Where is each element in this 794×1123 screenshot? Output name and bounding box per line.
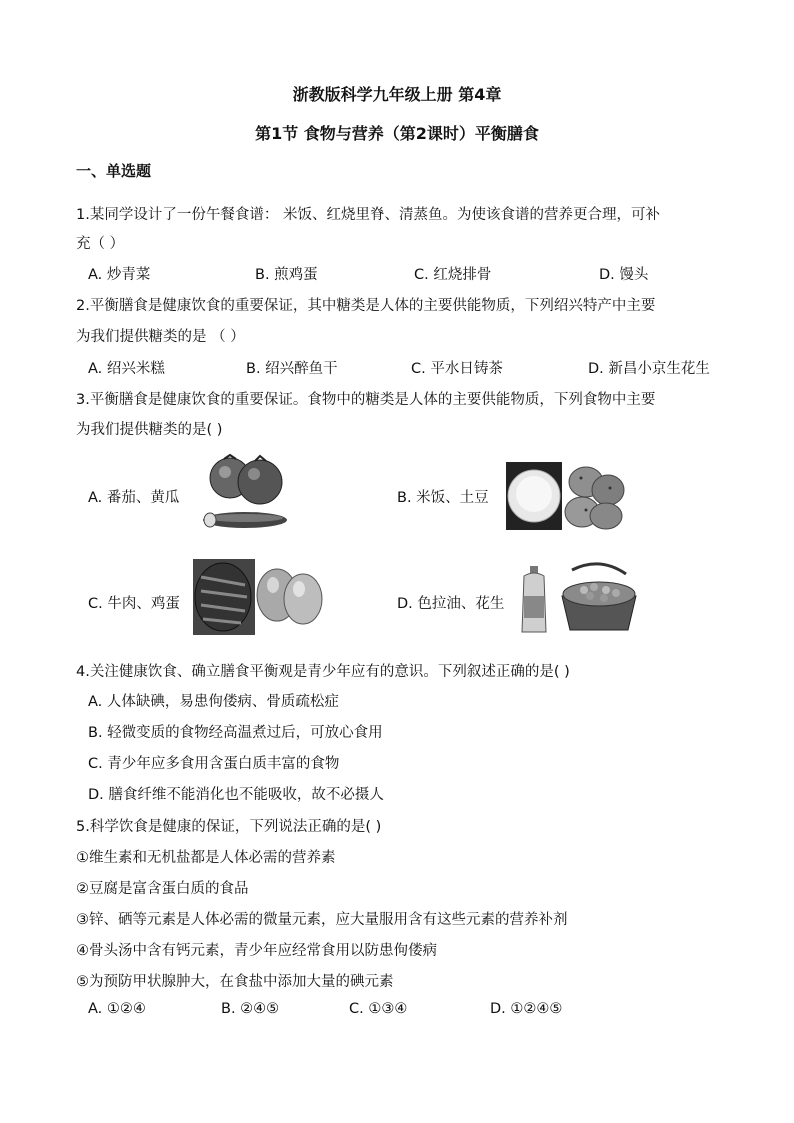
- beef-egg-image: [193, 557, 325, 637]
- q2-stem-line1: 2.平衡膳食是健康饮食的重要保证，其中糖类是人体的主要供能物质，下列绍兴特产中主要: [76, 298, 656, 314]
- q1-stem-line2: 充（ ）: [76, 236, 125, 252]
- q4-option-a: A. 人体缺碘，易患佝偻病、骨质疏松症: [88, 694, 339, 710]
- q5-statement-4: ④骨头汤中含有钙元素，青少年应经常食用以防患佝偻病: [76, 943, 437, 959]
- q5-statement-1: ①维生素和无机盐都是人体必需的营养素: [76, 850, 336, 866]
- q2-option-a: A. 绍兴米糕: [88, 361, 165, 377]
- q3-stem-line2: 为我们提供糖类的是( ): [76, 422, 223, 438]
- q1-option-b: B. 煎鸡蛋: [255, 267, 318, 283]
- q1-stem-line1: 1.某同学设计了一份午餐食谱： 米饭、红烧里脊、清蒸鱼。为使该食谱的营养更合理，可补: [76, 207, 660, 223]
- q5-option-d: D. ①②④⑤: [490, 1001, 563, 1017]
- rice-potato-image: [506, 460, 626, 532]
- q3-option-b: B. 米饭、土豆: [397, 490, 489, 506]
- q3-option-a: A. 番茄、黄瓜: [88, 490, 180, 506]
- q4-option-d: D. 膳食纤维不能消化也不能吸收，故不必摄人: [88, 787, 384, 803]
- q4-option-c: C. 青少年应多食用含蛋白质丰富的食物: [88, 756, 340, 772]
- q5-option-b: B. ②④⑤: [221, 1001, 280, 1017]
- q2-option-d: D. 新昌小京生花生: [588, 361, 710, 377]
- q5-option-a: A. ①②④: [88, 1001, 146, 1017]
- q3-option-c: C. 牛肉、鸡蛋: [88, 596, 180, 612]
- tomato-cucumber-image: [200, 452, 290, 532]
- q1-option-c: C. 红烧排骨: [414, 267, 492, 283]
- q4-stem: 4.关注健康饮食、确立膳食平衡观是青少年应有的意识。下列叙述正确的是( ): [76, 664, 570, 680]
- q5-statement-3: ③锌、硒等元素是人体必需的微量元素，应大量服用含有这些元素的营养补剂: [76, 912, 568, 928]
- q3-option-d: D. 色拉油、花生: [397, 596, 505, 612]
- document-title: 浙教版科学九年级上册 第4章: [292, 85, 502, 104]
- q5-statement-2: ②豆腐是富含蛋白质的食品: [76, 881, 249, 897]
- section-heading: 一、单选题: [76, 162, 152, 180]
- q2-option-c: C. 平水日铸茶: [411, 361, 503, 377]
- q5-option-c: C. ①③④: [349, 1001, 408, 1017]
- q3-stem-line1: 3.平衡膳食是健康饮食的重要保证。食物中的糖类是人体的主要供能物质，下列食物中主要: [76, 392, 656, 408]
- q2-stem-line2: 为我们提供糖类的是 （ ）: [76, 329, 245, 345]
- q4-option-b: B. 轻微变质的食物经高温煮过后，可放心食用: [88, 725, 383, 741]
- q5-stem: 5.科学饮食是健康的保证，下列说法正确的是( ): [76, 819, 382, 835]
- q5-statement-5: ⑤为预防甲状腺肿大，在食盐中添加大量的碘元素: [76, 974, 394, 990]
- q2-option-b: B. 绍兴醉鱼干: [246, 361, 338, 377]
- document-subtitle: 第1节 食物与营养（第2课时）平衡膳食: [255, 124, 539, 143]
- q1-option-d: D. 馒头: [599, 267, 649, 283]
- oil-peanut-image: [520, 562, 640, 634]
- q1-option-a: A. 炒青菜: [88, 267, 151, 283]
